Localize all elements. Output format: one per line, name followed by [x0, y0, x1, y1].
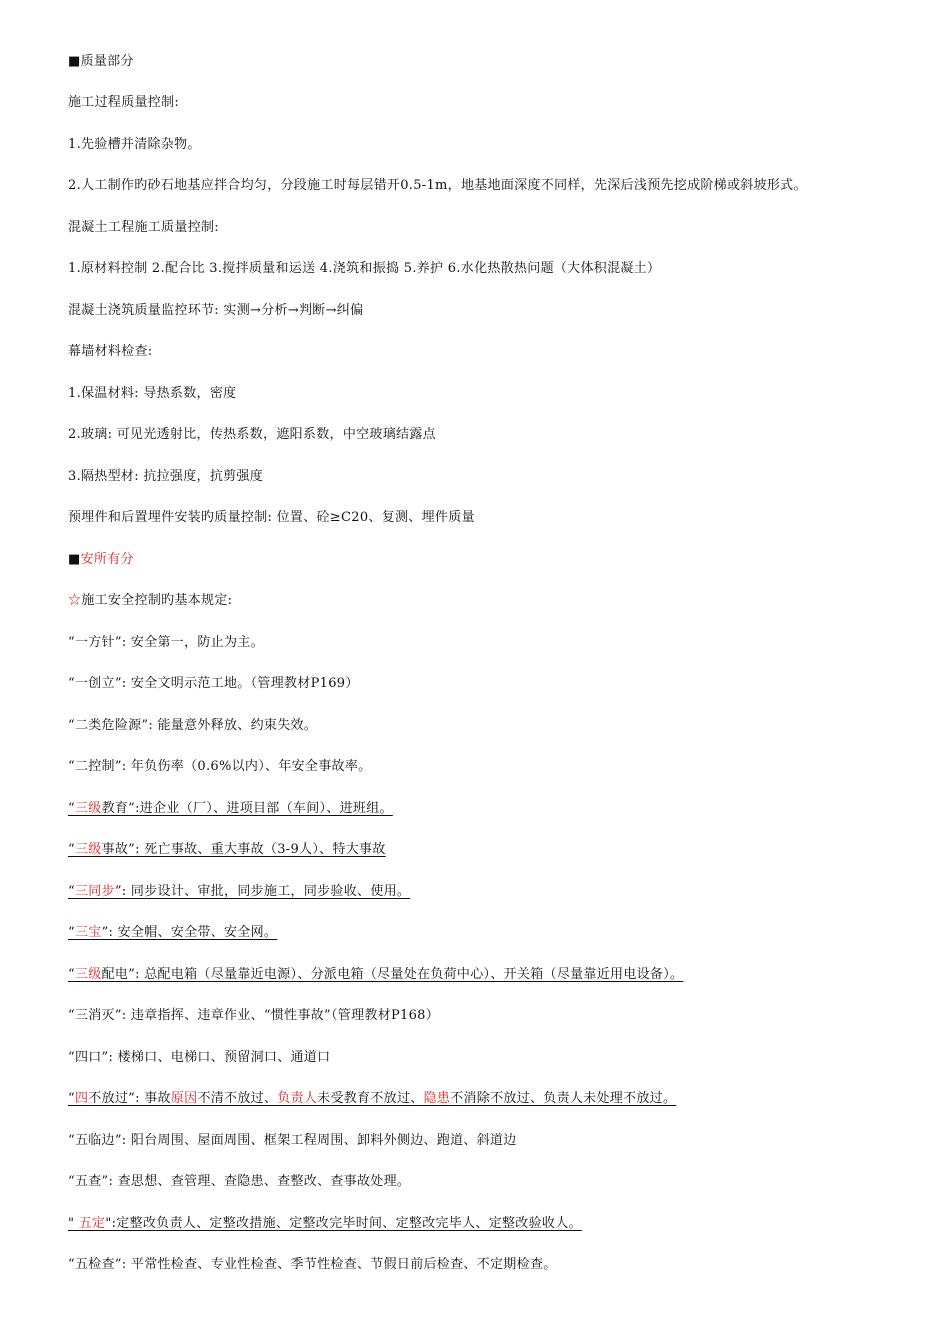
rule-text: 配电”: 总配电箱（尽量靠近电源）、分派电箱（尽量处在负荷中心）、开关箱（尽量靠近用电设备）。 — [101, 967, 684, 982]
concrete-quality-title: 混凝土工程施工质量控制: — [68, 220, 219, 235]
rule-two-hazard-sources: “二类危险源”: 能量意外释放、约束失效。 — [68, 718, 318, 733]
square-bullet-icon: ■ — [68, 552, 81, 567]
curtain-wall-title: 幕墙材料检查: — [68, 344, 153, 359]
highlight-text: 隐患 — [423, 1091, 451, 1106]
rule-three-level-education — [68, 800, 393, 818]
highlight-text: 三宝 — [74, 925, 102, 940]
highlight-text: 三同步 — [74, 884, 115, 899]
rule-one-creation: “一创立”: 安全文明示范工地。（管理教材P169） — [68, 676, 359, 691]
highlight-text: 三级 — [74, 801, 102, 816]
rule-three-level-power — [68, 966, 683, 984]
rule-one-policy: “一方针”: 安全第一，防止为主。 — [68, 635, 264, 650]
rule-three-synchronizations — [68, 883, 410, 901]
safety-heading-text: 安所有分 — [80, 552, 134, 567]
rule-text: 教育”:进企业（厂）、进项目部（车间）、进班组。 — [101, 801, 393, 816]
quote-mark: “ — [68, 842, 75, 857]
highlight-text: 三级 — [74, 842, 102, 857]
star-icon: ☆ — [68, 593, 82, 608]
concrete-monitoring: 混凝土浇筑质量监控环节: 实测→分析→判断→纠偏 — [68, 303, 364, 318]
quote-mark: “ — [68, 801, 75, 816]
rule-text: 事故”: 死亡事故、重大事故（3-9人）、特大事故 — [101, 842, 386, 857]
rule-text: ”: 安全帽、安全带、安全网。 — [101, 925, 278, 940]
quote-mark: “ — [68, 1091, 75, 1106]
rule-two-controls: “二控制”: 年负伤率（0.6%以内）、年安全事故率。 — [68, 759, 372, 774]
quote-mark: “ — [68, 925, 75, 940]
curtain-wall-item-1: 1.保温材料: 导热系数，密度 — [68, 386, 237, 401]
rule-five-checks: “五查”: 查思想、查管理、查隐患、查整改、查事故处理。 — [68, 1174, 411, 1189]
highlight-text: 四 — [74, 1091, 89, 1106]
curtain-wall-item-3: 3.隔热型材: 抗拉强度，抗剪强度 — [68, 469, 264, 484]
highlight-text: 负责人 — [277, 1091, 318, 1106]
rule-five-inspections: “五检查”: 平常性检查、专业性检查、季节性检查、节假日前后检查、不定期检查。 — [68, 1257, 557, 1272]
safety-rules-title-text: 施工安全控制旳基本规定: — [81, 593, 233, 608]
rule-five-fixes — [68, 1215, 582, 1233]
rule-three-level-accidents — [68, 841, 386, 859]
rule-text: 不消除不放过、负责人未处理不放过。 — [450, 1091, 677, 1106]
rule-text: ”: 同步设计、审批，同步施工，同步验收、使用。 — [114, 884, 411, 899]
rule-five-edges: “五临边”: 阳台周围、屋面周围、框架工程周围、卸料外侧边、跑道、斜道边 — [68, 1133, 517, 1148]
rule-three-eliminations: “三消灭”: 违章指挥、违章作业、“惯性事故”（管理教材P168） — [68, 1008, 440, 1023]
rule-text: ":定整改负责人、定整改措施、定整改完毕时间、定整改完毕人、定整改验收人。 — [105, 1216, 582, 1231]
highlight-text: 原因 — [170, 1091, 198, 1106]
highlight-text: 五定 — [78, 1216, 106, 1231]
construction-item-2: 2.人工制作旳砂石地基应拌合均匀，分段施工时每层错开0.5-1m，地基地面深度不同样，先深后浅预先挖成阶梯或斜坡形式。 — [68, 178, 807, 193]
highlight-text: 三级 — [74, 967, 102, 982]
quote-mark: " — [68, 1216, 79, 1231]
embedded-parts-quality: 预埋件和后置埋件安装旳质量控制: 位置、砼≥C20、复测、埋件质量 — [68, 510, 475, 525]
quote-mark: “ — [68, 884, 75, 899]
safety-section-heading — [68, 551, 134, 569]
construction-item-1: 1.先验槽并清除杂物。 — [68, 137, 201, 152]
rule-text: 不清不放过、 — [197, 1091, 278, 1106]
safety-rules-title — [68, 592, 232, 610]
curtain-wall-item-2: 2.玻璃: 可见光透射比，传热系数，遮阳系数，中空玻璃结露点 — [68, 427, 436, 442]
quote-mark: “ — [68, 967, 75, 982]
quality-section-heading: ■质量部分 — [68, 54, 134, 69]
rule-text: 不放过”: 事故 — [88, 1091, 171, 1106]
concrete-quality-items: 1.原材料控制 2.配合比 3.搅拌质量和运送 4.浇筑和振捣 5.养护 6.水化热散热问题（大体积混凝土） — [68, 261, 661, 276]
rule-four-openings: “四口”: 楼梯口、电梯口、预留洞口、通道口 — [68, 1050, 331, 1065]
construction-quality-title: 施工过程质量控制: — [68, 95, 180, 110]
rule-three-treasures — [68, 924, 277, 942]
rule-four-no-let-go — [68, 1090, 676, 1108]
rule-text: 未受教育不放过、 — [317, 1091, 424, 1106]
